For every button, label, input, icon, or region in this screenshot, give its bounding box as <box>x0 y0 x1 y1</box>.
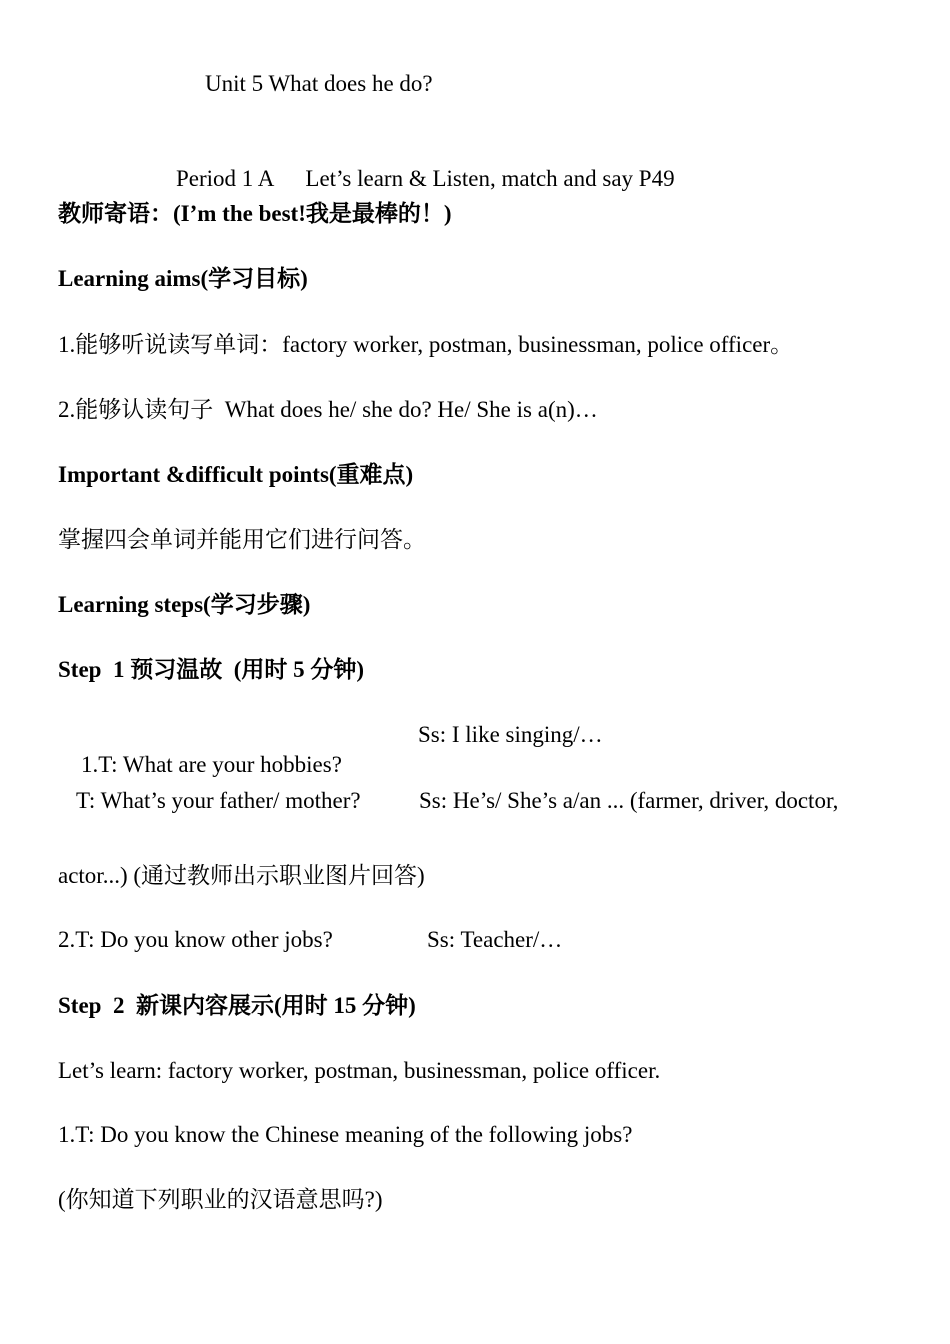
aim-item-2: 2.能够认读句子 What does he/ she do? He/ She is a(n)… <box>58 397 598 422</box>
aim-item-1: 1.能够听说读写单词：factory worker, postman, businessman, police officer。 <box>58 332 794 357</box>
step1-dialogue-2-teacher: T: What’s your father/ mother? <box>76 788 361 813</box>
step2-heading: Step 2 新课内容展示(用时 15 分钟) <box>58 993 416 1018</box>
step2-question-1: 1.T: Do you know the Chinese meaning of the following jobs? <box>58 1122 633 1147</box>
points-heading: Important &difficult points(重难点) <box>58 462 414 487</box>
step1-dialogue-3-teacher: 2.T: Do you know other jobs? <box>58 927 333 952</box>
aims-heading: Learning aims(学习目标) <box>58 266 308 291</box>
step1-dialogue-3-students: Ss: Teacher/… <box>427 927 563 952</box>
step2-question-1-chinese: (你知道下列职业的汉语意思吗?) <box>58 1187 383 1212</box>
teacher-motto: 教师寄语：(I’m the best!我是最棒的！) <box>58 201 452 226</box>
title-unit: Unit 5 What does he do? <box>205 71 433 96</box>
step1-dialogue-1-teacher: 1.T: What are your hobbies? <box>81 752 342 777</box>
step2-lets-learn: Let’s learn: factory worker, postman, businessman, police officer. <box>58 1058 661 1083</box>
step1-dialogue-2-students: Ss: He’s/ She’s a/an ... (farmer, driver, doctor, <box>419 788 839 813</box>
step1-dialogue-2-continued: actor...) (通过教师出示职业图片回答) <box>58 863 425 888</box>
step1-heading: Step 1 预习温故 (用时 5 分钟) <box>58 657 365 682</box>
points-text: 掌握四会单词并能用它们进行问答。 <box>58 527 426 552</box>
title-period-number: Period 1 A <box>176 166 275 191</box>
steps-heading: Learning steps(学习步骤) <box>58 592 311 617</box>
step1-dialogue-1-students: Ss: I like singing/… <box>418 722 603 747</box>
title-period-activities: Let’s learn & Listen, match and say P49 <box>305 166 675 191</box>
